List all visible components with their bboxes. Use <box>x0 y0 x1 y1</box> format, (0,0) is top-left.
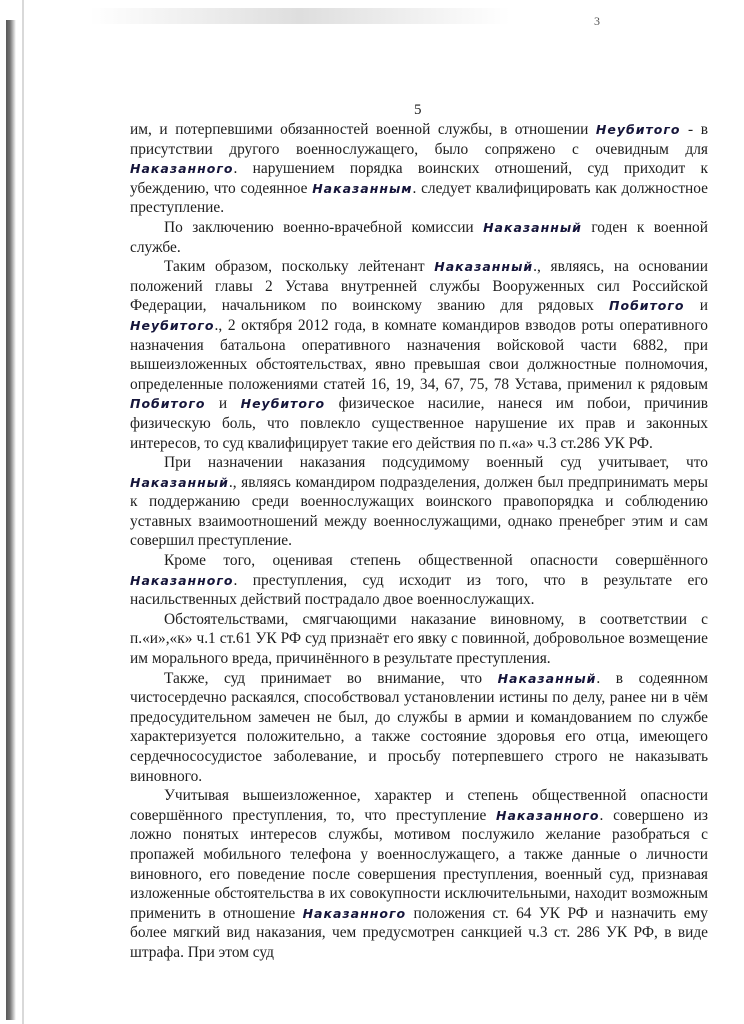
handwritten-name: Наказанный <box>483 219 582 235</box>
text-run: Обстоятельствами, смягчающими наказание виновному, в соответствии с п.«и»,«к» ч.1 ст.61 УК РФ суд признаёт его явку с повинной, добровольное возмещение им морального вреда, причинённого в результате преступления. <box>130 610 708 668</box>
text-run: и <box>205 395 241 413</box>
text-run: Кроме того, оценивая степень общественной опасности совершённого <box>164 552 708 570</box>
text-run: . нарушением порядка воинских отношений, суд приходит к убеждению, что содеянное <box>130 160 708 197</box>
paragraph <box>130 453 708 551</box>
handwritten-name: Наказанный <box>130 474 229 490</box>
text-run: При назначении наказания подсудимому военный суд учитывает, что <box>164 454 708 472</box>
text-run: Таким образом, поскольку лейтенант <box>164 258 435 276</box>
text-run: По заключению военно-врачебной комиссии <box>164 218 484 236</box>
text-run: положения ст. 64 УК РФ и назначить ему более мягкий вид наказания, чем предусмотрен санкцией ч.3 ст. 286 УК РФ, в виде штрафа. При этом суд <box>130 904 708 961</box>
paragraph <box>130 669 708 787</box>
handwritten-name: Наказанного <box>496 807 600 823</box>
scan-edge-shadow <box>6 20 16 1020</box>
text-run: - в присутствии другого военнослужащего, было сопряжено с очевидным для <box>130 121 709 158</box>
handwritten-name: Побитого <box>609 298 685 314</box>
handwritten-name: Наказанного <box>302 905 407 921</box>
scan-smudge <box>90 8 510 24</box>
page-number: 5 <box>414 102 422 118</box>
text-run: им, и потерпевшими обязанностей военной службы, в отношении <box>130 121 596 138</box>
handwritten-name: Наказанный <box>434 259 534 275</box>
handwritten-name: Наказанным <box>312 180 413 196</box>
text-run: . совершено из ложно понятых интересов службы, мотивом послужило желание разобраться с пропажей мобильного телефона у военнослужащего, а также данные о личности виновного, его поведение после совершения преступления, военный суд, признавая изложенные обстоятельства в их совокупности исключительными, находит возможным применить в отношение <box>130 806 708 922</box>
text-run: Учитывая вышеизложенное, характер и степень общественной опасности совершённого преступления, то, что преступление <box>130 787 708 824</box>
paragraph <box>130 610 708 669</box>
paragraph <box>130 257 708 453</box>
document-body <box>130 120 708 963</box>
text-run: физическое насилие, нанеся им побои, причинив физическую боль, что повлекло существенное нарушение их прав и законных интересов, то суд квалифицирует такие его действия по п.«а» ч.3 ст.286 УК РФ. <box>130 395 709 452</box>
corner-mark: 3 <box>594 14 600 28</box>
handwritten-name: Неубитого <box>130 317 215 333</box>
handwritten-name: Неубитого <box>595 122 681 137</box>
text-run: . преступления, суд исходит из того, что в результате его насильственных действий пострадало двое военнослужащих. <box>130 571 708 609</box>
text-run: ., являясь командиром подразделения, должен был предпринимать меры к поддержанию среди военнослужащих воинского правопорядка и соблюдению уставных взаимоотношений между военнослужащими, однако пренебрег этим и сам совершил преступление. <box>130 473 708 550</box>
text-run: . в содеянном чистосердечно раскаялся, способствовал установлении истины по делу, ранее ни в чём предосудительном замечен не был, до службы в армии и командованием по службе характеризуется положительно, а также состояние здоровья его отца, имеющего сердечнососудистое заболевание, и просьбу потерпевшего строго не наказывать виновного. <box>130 669 709 785</box>
handwritten-name: Наказанного <box>130 161 234 177</box>
handwritten-name: Неубитого <box>240 396 326 412</box>
paragraph <box>130 786 708 962</box>
handwritten-name: Побитого <box>130 396 206 412</box>
text-run: Также, суд принимает во внимание, что <box>164 669 498 687</box>
handwritten-name: Наказанный <box>497 670 597 686</box>
text-run: ., 2 октября 2012 года, в комнате командиров взводов роты оперативного назначения батальона оперативного назначения войсковой части 6882, при вышеизложенных обстоятельствах, явно превышая свои должностные полномочия, определенные положениями статей 16, 19, 34, 67, 75, 78 Устава, применил к рядовым <box>130 316 708 393</box>
paragraph <box>130 120 708 218</box>
paragraph <box>130 218 708 257</box>
paragraph <box>130 551 708 610</box>
text-run: и <box>684 297 708 315</box>
text-run: годен к военной службе. <box>130 218 708 256</box>
handwritten-name: Наказанного <box>130 572 234 588</box>
scan-edge-line <box>22 0 24 1024</box>
text-run: . следует квалифицировать как должностное преступление. <box>130 179 709 217</box>
text-run: ., являясь, на основании положений главы 2 Устава внутренней службы Вооруженных сил Российской Федерации, начальником по воинскому званию для рядовых <box>130 258 708 315</box>
